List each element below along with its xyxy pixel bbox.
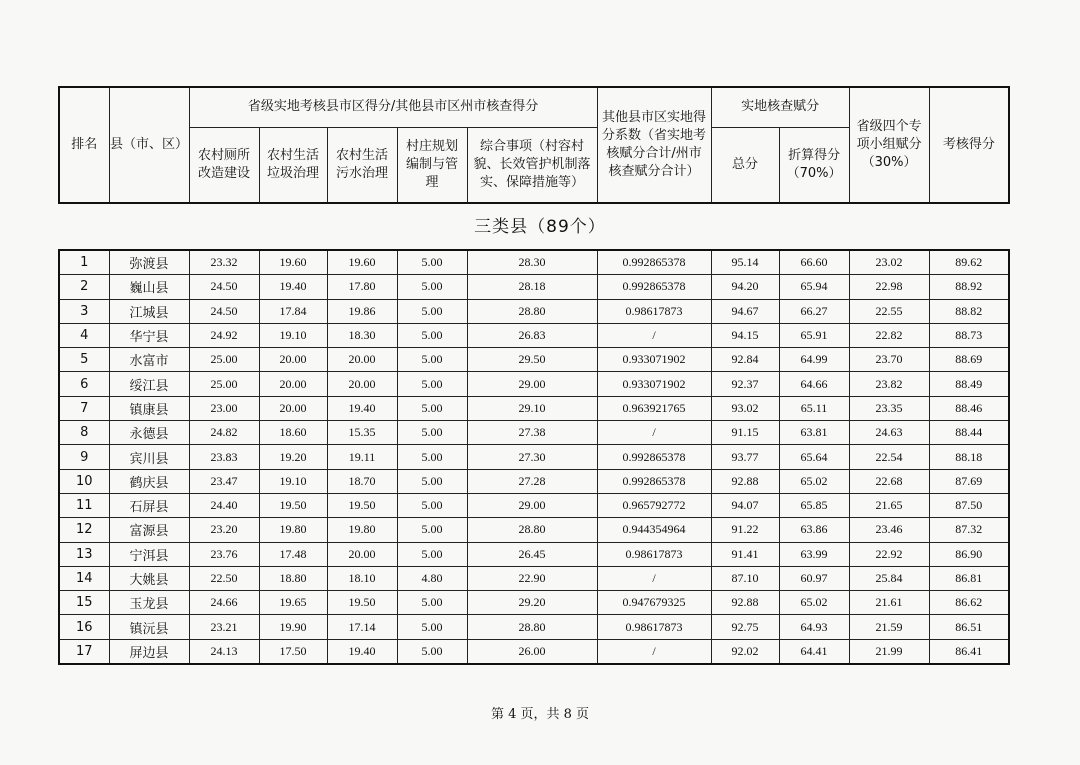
table-row bbox=[59, 348, 1009, 372]
total-cell: 92.88 bbox=[711, 591, 779, 615]
coefficient-cell: 0.944354964 bbox=[597, 518, 711, 542]
total-cell: 95.14 bbox=[711, 250, 779, 275]
comprehensive-cell: 27.28 bbox=[467, 469, 597, 493]
garbage-cell: 19.65 bbox=[259, 591, 327, 615]
toilet-cell: 23.32 bbox=[189, 250, 259, 275]
total-cell: 94.67 bbox=[711, 299, 779, 323]
sewage-cell: 20.00 bbox=[327, 542, 397, 566]
sewage-cell: 19.60 bbox=[327, 250, 397, 275]
garbage-cell: 17.84 bbox=[259, 299, 327, 323]
table-row bbox=[59, 542, 1009, 566]
garbage-cell: 17.50 bbox=[259, 639, 327, 664]
planning-cell: 5.00 bbox=[397, 275, 467, 299]
converted-cell: 64.93 bbox=[779, 615, 849, 639]
garbage-cell: 18.60 bbox=[259, 421, 327, 445]
group-score-cell: 21.65 bbox=[849, 493, 929, 517]
comprehensive-cell: 28.80 bbox=[467, 518, 597, 542]
coefficient-cell: 0.98617873 bbox=[597, 542, 711, 566]
group-score-cell: 23.70 bbox=[849, 348, 929, 372]
rank-cell: 8 bbox=[59, 421, 109, 445]
table-row bbox=[59, 469, 1009, 493]
planning-cell: 5.00 bbox=[397, 299, 467, 323]
total-cell: 92.84 bbox=[711, 348, 779, 372]
converted-cell: 65.91 bbox=[779, 323, 849, 347]
sewage-cell: 17.80 bbox=[327, 275, 397, 299]
planning-cell: 5.00 bbox=[397, 542, 467, 566]
planning-cell: 5.00 bbox=[397, 493, 467, 517]
table-row bbox=[59, 372, 1009, 396]
county-cell: 石屏县 bbox=[109, 493, 189, 517]
county-cell: 弥渡县 bbox=[109, 250, 189, 275]
table-row bbox=[59, 639, 1009, 664]
toilet-cell: 24.50 bbox=[189, 275, 259, 299]
converted-cell: 65.02 bbox=[779, 591, 849, 615]
table-row bbox=[59, 591, 1009, 615]
converted-cell: 63.86 bbox=[779, 518, 849, 542]
toilet-cell: 23.83 bbox=[189, 445, 259, 469]
garbage-cell: 19.20 bbox=[259, 445, 327, 469]
comprehensive-cell: 28.80 bbox=[467, 299, 597, 323]
final-score-cell: 88.44 bbox=[929, 421, 1009, 445]
planning-cell: 5.00 bbox=[397, 445, 467, 469]
final-score-cell: 86.51 bbox=[929, 615, 1009, 639]
group-score-cell: 22.55 bbox=[849, 299, 929, 323]
toilet-cell: 23.21 bbox=[189, 615, 259, 639]
planning-cell: 5.00 bbox=[397, 469, 467, 493]
rank-cell: 6 bbox=[59, 372, 109, 396]
garbage-cell: 19.90 bbox=[259, 615, 327, 639]
rank-cell: 4 bbox=[59, 323, 109, 347]
comprehensive-cell: 28.30 bbox=[467, 250, 597, 275]
header-field-check-group: 实地核查赋分 bbox=[711, 87, 849, 127]
section-title: 三类县（89个） bbox=[474, 217, 606, 237]
sewage-cell: 19.40 bbox=[327, 639, 397, 664]
table-row bbox=[59, 323, 1009, 347]
county-cell: 屏边县 bbox=[109, 639, 189, 664]
converted-cell: 64.66 bbox=[779, 372, 849, 396]
rank-cell: 12 bbox=[59, 518, 109, 542]
sewage-cell: 15.35 bbox=[327, 421, 397, 445]
rank-cell: 9 bbox=[59, 445, 109, 469]
county-cell: 绥江县 bbox=[109, 372, 189, 396]
rank-cell: 1 bbox=[59, 250, 109, 275]
garbage-cell: 19.50 bbox=[259, 493, 327, 517]
coefficient-cell: 0.992865378 bbox=[597, 275, 711, 299]
total-cell: 87.10 bbox=[711, 566, 779, 590]
total-cell: 91.41 bbox=[711, 542, 779, 566]
group-score-cell: 23.35 bbox=[849, 396, 929, 420]
rank-cell: 14 bbox=[59, 566, 109, 590]
table-row bbox=[59, 275, 1009, 299]
converted-cell: 66.60 bbox=[779, 250, 849, 275]
final-score-cell: 88.69 bbox=[929, 348, 1009, 372]
converted-cell: 65.11 bbox=[779, 396, 849, 420]
coefficient-cell: 0.963921765 bbox=[597, 396, 711, 420]
coefficient-cell: 0.933071902 bbox=[597, 372, 711, 396]
header-provincial-group-score: 省级四个专项小组赋分（30%） bbox=[849, 87, 929, 203]
comprehensive-cell: 22.90 bbox=[467, 566, 597, 590]
header-garbage: 农村生活垃圾治理 bbox=[259, 127, 327, 203]
total-cell: 94.15 bbox=[711, 323, 779, 347]
sewage-cell: 19.40 bbox=[327, 396, 397, 420]
final-score-cell: 88.82 bbox=[929, 299, 1009, 323]
comprehensive-cell: 29.10 bbox=[467, 396, 597, 420]
toilet-cell: 22.50 bbox=[189, 566, 259, 590]
planning-cell: 5.00 bbox=[397, 323, 467, 347]
county-cell: 玉龙县 bbox=[109, 591, 189, 615]
county-cell: 水富市 bbox=[109, 348, 189, 372]
coefficient-cell: 0.965792772 bbox=[597, 493, 711, 517]
converted-cell: 65.85 bbox=[779, 493, 849, 517]
total-cell: 94.07 bbox=[711, 493, 779, 517]
header-total: 总分 bbox=[711, 127, 779, 203]
rank-cell: 16 bbox=[59, 615, 109, 639]
garbage-cell: 19.10 bbox=[259, 323, 327, 347]
total-cell: 92.75 bbox=[711, 615, 779, 639]
group-score-cell: 22.82 bbox=[849, 323, 929, 347]
rank-cell: 11 bbox=[59, 493, 109, 517]
header-comprehensive: 综合事项（村容村貌、长效管护机制落实、保障措施等） bbox=[467, 127, 597, 203]
sewage-cell: 20.00 bbox=[327, 348, 397, 372]
garbage-cell: 19.40 bbox=[259, 275, 327, 299]
total-cell: 91.15 bbox=[711, 421, 779, 445]
rank-cell: 2 bbox=[59, 275, 109, 299]
final-score-cell: 86.62 bbox=[929, 591, 1009, 615]
page-footer: 第 4 页，共 8 页 bbox=[490, 707, 590, 722]
planning-cell: 4.80 bbox=[397, 566, 467, 590]
converted-cell: 65.64 bbox=[779, 445, 849, 469]
toilet-cell: 25.00 bbox=[189, 372, 259, 396]
garbage-cell: 18.80 bbox=[259, 566, 327, 590]
county-cell: 镇康县 bbox=[109, 396, 189, 420]
total-cell: 93.77 bbox=[711, 445, 779, 469]
table-row bbox=[59, 493, 1009, 517]
final-score-cell: 86.90 bbox=[929, 542, 1009, 566]
coefficient-cell: 0.992865378 bbox=[597, 250, 711, 275]
coefficient-cell: 0.992865378 bbox=[597, 445, 711, 469]
planning-cell: 5.00 bbox=[397, 396, 467, 420]
toilet-cell: 24.66 bbox=[189, 591, 259, 615]
sewage-cell: 18.30 bbox=[327, 323, 397, 347]
converted-cell: 65.94 bbox=[779, 275, 849, 299]
header-planning: 村庄规划编制与管理 bbox=[397, 127, 467, 203]
coefficient-cell: / bbox=[597, 421, 711, 445]
coefficient-cell: / bbox=[597, 323, 711, 347]
toilet-cell: 23.47 bbox=[189, 469, 259, 493]
toilet-cell: 25.00 bbox=[189, 348, 259, 372]
county-cell: 富源县 bbox=[109, 518, 189, 542]
toilet-cell: 23.76 bbox=[189, 542, 259, 566]
toilet-cell: 23.20 bbox=[189, 518, 259, 542]
group-score-cell: 22.68 bbox=[849, 469, 929, 493]
county-cell: 永德县 bbox=[109, 421, 189, 445]
sewage-cell: 17.14 bbox=[327, 615, 397, 639]
converted-cell: 60.97 bbox=[779, 566, 849, 590]
county-cell: 镇沅县 bbox=[109, 615, 189, 639]
rank-cell: 7 bbox=[59, 396, 109, 420]
county-cell: 宾川县 bbox=[109, 445, 189, 469]
rank-cell: 3 bbox=[59, 299, 109, 323]
toilet-cell: 23.00 bbox=[189, 396, 259, 420]
group-score-cell: 21.61 bbox=[849, 591, 929, 615]
group-score-cell: 21.59 bbox=[849, 615, 929, 639]
sewage-cell: 19.80 bbox=[327, 518, 397, 542]
comprehensive-cell: 28.80 bbox=[467, 615, 597, 639]
garbage-cell: 17.48 bbox=[259, 542, 327, 566]
planning-cell: 5.00 bbox=[397, 615, 467, 639]
sewage-cell: 20.00 bbox=[327, 372, 397, 396]
toilet-cell: 24.50 bbox=[189, 299, 259, 323]
final-score-cell: 88.92 bbox=[929, 275, 1009, 299]
county-cell: 江城县 bbox=[109, 299, 189, 323]
header-converted: 折算得分（70%） bbox=[779, 127, 849, 203]
comprehensive-cell: 29.00 bbox=[467, 493, 597, 517]
coefficient-cell: / bbox=[597, 566, 711, 590]
comprehensive-cell: 29.20 bbox=[467, 591, 597, 615]
planning-cell: 5.00 bbox=[397, 250, 467, 275]
sewage-cell: 18.70 bbox=[327, 469, 397, 493]
garbage-cell: 20.00 bbox=[259, 396, 327, 420]
toilet-cell: 24.92 bbox=[189, 323, 259, 347]
total-cell: 92.37 bbox=[711, 372, 779, 396]
group-score-cell: 21.99 bbox=[849, 639, 929, 664]
table-row bbox=[59, 421, 1009, 445]
group-score-cell: 23.46 bbox=[849, 518, 929, 542]
planning-cell: 5.00 bbox=[397, 372, 467, 396]
sewage-cell: 19.50 bbox=[327, 591, 397, 615]
garbage-cell: 20.00 bbox=[259, 372, 327, 396]
comprehensive-cell: 26.83 bbox=[467, 323, 597, 347]
group-score-cell: 23.82 bbox=[849, 372, 929, 396]
total-cell: 92.02 bbox=[711, 639, 779, 664]
county-cell: 鹤庆县 bbox=[109, 469, 189, 493]
planning-cell: 5.00 bbox=[397, 348, 467, 372]
table-row bbox=[59, 250, 1009, 275]
final-score-cell: 88.73 bbox=[929, 323, 1009, 347]
group-score-cell: 22.98 bbox=[849, 275, 929, 299]
header-provincial-score-group: 省级实地考核县市区得分/其他县市区州市核查得分 bbox=[189, 87, 597, 127]
sewage-cell: 19.11 bbox=[327, 445, 397, 469]
garbage-cell: 19.60 bbox=[259, 250, 327, 275]
converted-cell: 63.81 bbox=[779, 421, 849, 445]
planning-cell: 5.00 bbox=[397, 421, 467, 445]
group-score-cell: 22.92 bbox=[849, 542, 929, 566]
rank-cell: 17 bbox=[59, 639, 109, 664]
coefficient-cell: 0.947679325 bbox=[597, 591, 711, 615]
rank-cell: 5 bbox=[59, 348, 109, 372]
group-score-cell: 22.54 bbox=[849, 445, 929, 469]
converted-cell: 63.99 bbox=[779, 542, 849, 566]
comprehensive-cell: 28.18 bbox=[467, 275, 597, 299]
header-toilet: 农村厕所改造建设 bbox=[189, 127, 259, 203]
toilet-cell: 24.40 bbox=[189, 493, 259, 517]
coefficient-cell: 0.933071902 bbox=[597, 348, 711, 372]
final-score-cell: 88.18 bbox=[929, 445, 1009, 469]
header-county: 县（市、区） bbox=[109, 87, 189, 203]
rank-cell: 13 bbox=[59, 542, 109, 566]
county-cell: 华宁县 bbox=[109, 323, 189, 347]
total-cell: 92.88 bbox=[711, 469, 779, 493]
final-score-cell: 87.69 bbox=[929, 469, 1009, 493]
coefficient-cell: 0.98617873 bbox=[597, 299, 711, 323]
final-score-cell: 87.50 bbox=[929, 493, 1009, 517]
table-row bbox=[59, 445, 1009, 469]
total-cell: 94.20 bbox=[711, 275, 779, 299]
converted-cell: 64.41 bbox=[779, 639, 849, 664]
header-rank: 排名 bbox=[59, 87, 109, 203]
group-score-cell: 25.84 bbox=[849, 566, 929, 590]
final-score-cell: 88.46 bbox=[929, 396, 1009, 420]
sewage-cell: 19.50 bbox=[327, 493, 397, 517]
sewage-cell: 19.86 bbox=[327, 299, 397, 323]
sewage-cell: 18.10 bbox=[327, 566, 397, 590]
total-cell: 93.02 bbox=[711, 396, 779, 420]
header-coefficient: 其他县市区实地得分系数（省实地考核赋分合计/州市核查赋分合计） bbox=[597, 87, 711, 203]
final-score-cell: 87.32 bbox=[929, 518, 1009, 542]
comprehensive-cell: 27.38 bbox=[467, 421, 597, 445]
toilet-cell: 24.13 bbox=[189, 639, 259, 664]
garbage-cell: 19.80 bbox=[259, 518, 327, 542]
county-cell: 巍山县 bbox=[109, 275, 189, 299]
final-score-cell: 86.41 bbox=[929, 639, 1009, 664]
score-table bbox=[58, 249, 1010, 665]
group-score-cell: 23.02 bbox=[849, 250, 929, 275]
comprehensive-cell: 26.00 bbox=[467, 639, 597, 664]
garbage-cell: 19.10 bbox=[259, 469, 327, 493]
table-row bbox=[59, 566, 1009, 590]
table-header bbox=[58, 86, 1010, 204]
table-row bbox=[59, 299, 1009, 323]
final-score-cell: 88.49 bbox=[929, 372, 1009, 396]
table-row bbox=[59, 518, 1009, 542]
header-final-score: 考核得分 bbox=[929, 87, 1009, 203]
planning-cell: 5.00 bbox=[397, 591, 467, 615]
table-row bbox=[59, 396, 1009, 420]
rank-cell: 15 bbox=[59, 591, 109, 615]
county-cell: 大姚县 bbox=[109, 566, 189, 590]
rank-cell: 10 bbox=[59, 469, 109, 493]
table-row bbox=[59, 615, 1009, 639]
coefficient-cell: 0.98617873 bbox=[597, 615, 711, 639]
group-score-cell: 24.63 bbox=[849, 421, 929, 445]
header-sewage: 农村生活污水治理 bbox=[327, 127, 397, 203]
planning-cell: 5.00 bbox=[397, 639, 467, 664]
total-cell: 91.22 bbox=[711, 518, 779, 542]
converted-cell: 64.99 bbox=[779, 348, 849, 372]
converted-cell: 66.27 bbox=[779, 299, 849, 323]
final-score-cell: 89.62 bbox=[929, 250, 1009, 275]
planning-cell: 5.00 bbox=[397, 518, 467, 542]
county-cell: 宁洱县 bbox=[109, 542, 189, 566]
final-score-cell: 86.81 bbox=[929, 566, 1009, 590]
coefficient-cell: / bbox=[597, 639, 711, 664]
converted-cell: 65.02 bbox=[779, 469, 849, 493]
coefficient-cell: 0.992865378 bbox=[597, 469, 711, 493]
comprehensive-cell: 29.00 bbox=[467, 372, 597, 396]
comprehensive-cell: 27.30 bbox=[467, 445, 597, 469]
toilet-cell: 24.82 bbox=[189, 421, 259, 445]
comprehensive-cell: 26.45 bbox=[467, 542, 597, 566]
garbage-cell: 20.00 bbox=[259, 348, 327, 372]
comprehensive-cell: 29.50 bbox=[467, 348, 597, 372]
